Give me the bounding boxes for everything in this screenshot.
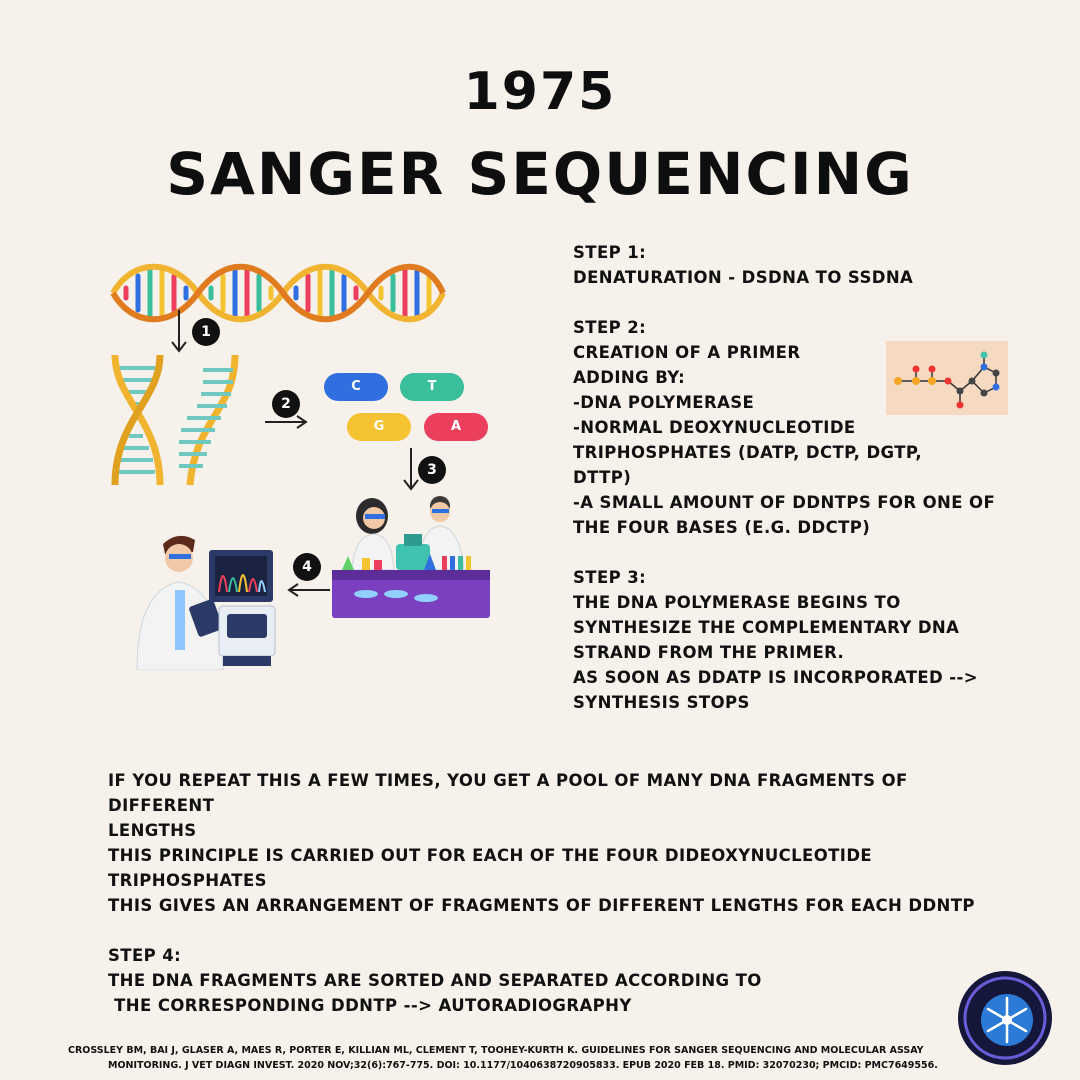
base-t-pill: T (400, 373, 464, 401)
step-number-1: 1 (192, 318, 220, 346)
step-2-line: ADDING BY: (573, 368, 686, 387)
steps-text (573, 240, 1033, 740)
arrow-down-icon (169, 310, 189, 354)
dna-strand-right-icon (175, 350, 255, 490)
summary-text (108, 768, 988, 1018)
step-2-line: DTTP) (573, 468, 632, 487)
step-3-line: THE DNA POLYMERASE BEGINS TO (573, 593, 901, 612)
step-3-block (573, 565, 1033, 715)
step-number-4: 4 (293, 553, 321, 581)
step-2-line: -DNA POLYMERASE (573, 393, 755, 412)
step-2-line: TRIPHOSPHATES (DATP, DCTP, DGTP, (573, 443, 922, 462)
citation (68, 1043, 948, 1073)
step-2-line: -NORMAL DEOXYNUCLEOTIDE (573, 418, 856, 437)
dna-helix-icon (108, 258, 448, 328)
step-3-line: SYNTHESIS STOPS (573, 693, 750, 712)
arrow-left-icon (286, 582, 330, 598)
citation-line-2: MONITORING. J VET DIAGN INVEST. 2020 NOV;32(6):767-775. DOI: 10.1177/1040638720905833. EPUB 2020 FEB 18. PMID: 32070230; PMCID: PMC7649556. (108, 1060, 938, 1071)
step-2-heading: STEP 2: (573, 318, 647, 337)
snowflake-logo-icon (955, 968, 1055, 1068)
lab-scientists-icon (332, 488, 492, 623)
dna-strand-left-icon (105, 350, 175, 490)
step-3-line: SYNTHESIZE THE COMPLEMENTARY DNA (573, 618, 960, 637)
base-a-pill: A (424, 413, 488, 441)
arrow-right-icon (265, 414, 309, 430)
summary-line: THIS PRINCIPLE IS CARRIED OUT FOR EACH OF THE FOUR DIDEOXYNUCLEOTIDE (108, 846, 873, 865)
step-4-line: THE DNA FRAGMENTS ARE SORTED AND SEPARATED ACCORDING TO (108, 971, 762, 990)
base-g-pill: G (347, 413, 411, 441)
step-2-line: -A SMALL AMOUNT OF DDNTPS FOR ONE OF (573, 493, 996, 512)
step-1-block (573, 240, 1033, 290)
title-name: SANGER SEQUENCING (166, 140, 914, 208)
summary-line: LENGTHS (108, 821, 197, 840)
title-year: 1975 (463, 62, 617, 122)
step-number-2: 2 (272, 390, 300, 418)
scientist-monitor-icon (133, 530, 283, 670)
citation-line-1: CROSSLEY BM, BAI J, GLASER A, MAES R, PORTER E, KILLIAN ML, CLEMENT T, TOOHEY-KURTH K. GUIDELINES FOR SANGER SEQUENCING AND MOLECULAR ASSAY (68, 1045, 924, 1056)
summary-line: TRIPHOSPHATES (108, 871, 267, 890)
step-3-heading: STEP 3: (573, 568, 647, 587)
base-c-pill: C (324, 373, 388, 401)
step-3-line: STRAND FROM THE PRIMER. (573, 643, 845, 662)
step-3-line: AS SOON AS DDATP IS INCORPORATED --> (573, 668, 979, 687)
step-4-heading: STEP 4: (108, 946, 182, 965)
summary-line: THIS GIVES AN ARRANGEMENT OF FRAGMENTS OF DIFFERENT LENGTHS FOR EACH DDNTP (108, 896, 975, 915)
step-2-line: CREATION OF A PRIMER (573, 343, 801, 362)
step-number-3: 3 (418, 456, 446, 484)
step-1-heading: STEP 1: (573, 243, 647, 262)
step-2-line: THE FOUR BASES (E.G. DDCTP) (573, 518, 871, 537)
step-1-line: DENATURATION - DSDNA TO SSDNA (573, 268, 914, 287)
summary-line: IF YOU REPEAT THIS A FEW TIMES, YOU GET A POOL OF MANY DNA FRAGMENTS OF DIFFERENT (108, 771, 908, 815)
step-4-line: THE CORRESPONDING DDNTP --> AUTORADIOGRAPHY (108, 996, 632, 1015)
step-2-block (573, 315, 1033, 540)
